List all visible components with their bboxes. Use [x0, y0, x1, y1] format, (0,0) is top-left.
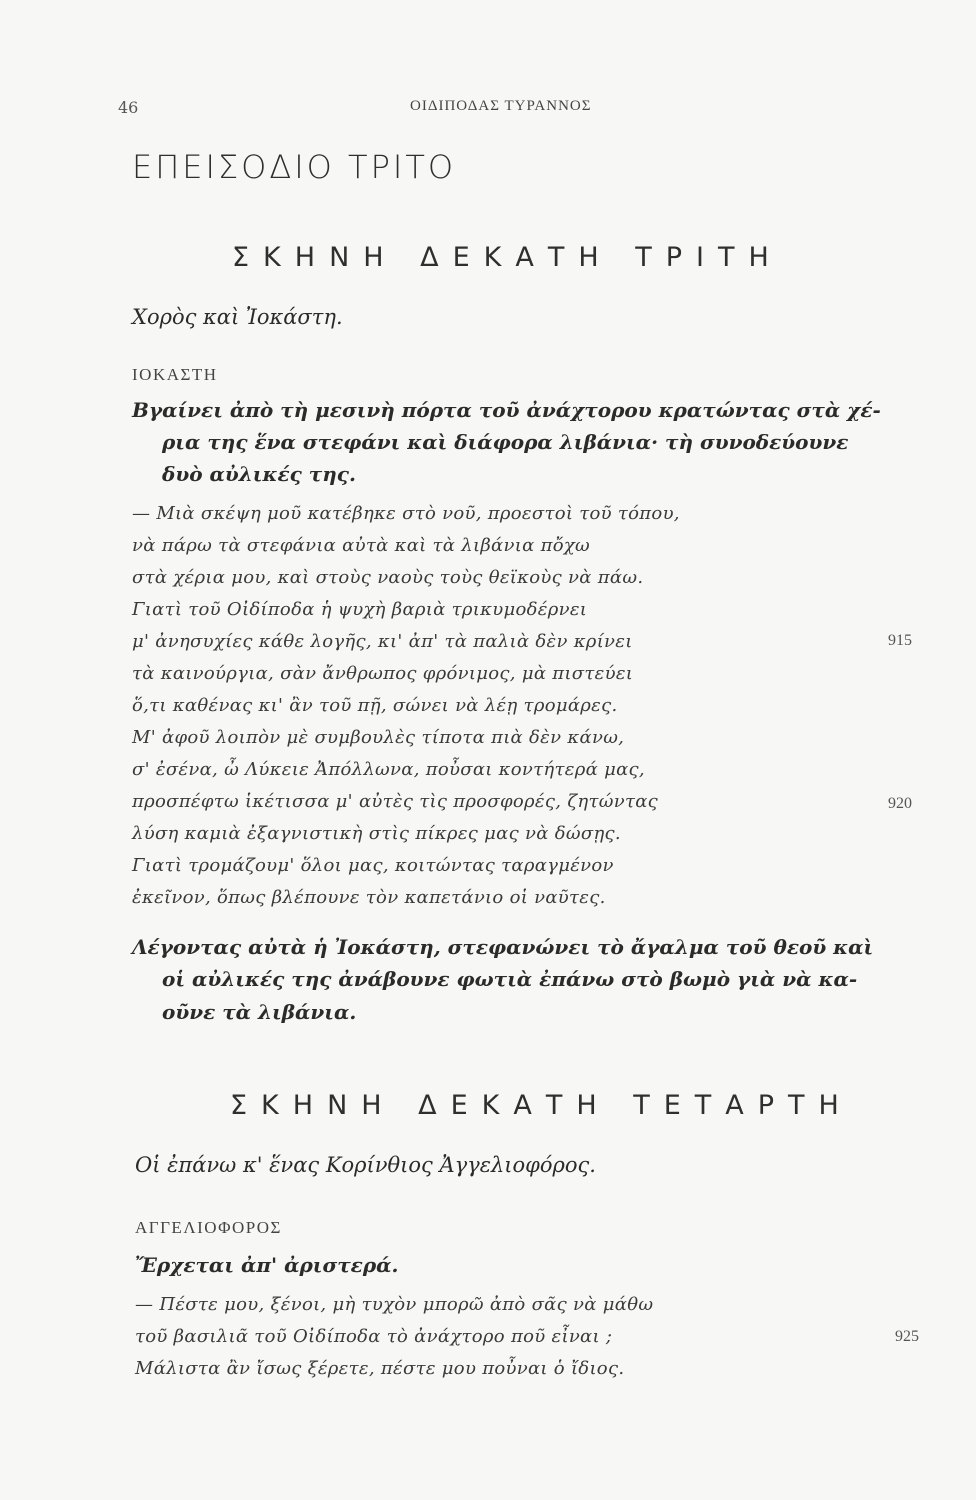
stage-direction-line: δυὸ αὐλικές της. — [162, 462, 356, 486]
verse-line: Μ' ἀφοῦ λοιπὸν μὲ συμβουλὲς τίποτα πιὰ δὲν κάνω, — [132, 727, 625, 748]
scene-13-characters: Χορὸς καὶ Ἰοκάστη. — [132, 305, 343, 329]
verse-line: Γιατὶ τρομάζουμ' ὅλοι μας, κοιτώντας ταραγμένον — [132, 855, 614, 876]
verse-line: στὰ χέρια μου, καὶ στοὺς ναοὺς τοὺς θεϊκοὺς νὰ πάω. — [132, 567, 644, 588]
speaker-iokasti: ΙΟΚΑΣΤΗ — [132, 365, 218, 384]
verse-line: προσπέφτω ἱκέτισσα μ' αὐτὲς τὶς προσφορές, ζητώντας — [132, 791, 659, 812]
closing-direction-line: οῦνε τὰ λιβάνια. — [162, 1000, 357, 1024]
verse-line: ἐκεῖνον, ὅπως βλέπουνε τὸν καπετάνιο οἱ ναῦτες. — [132, 887, 606, 908]
line-number: 915 — [888, 632, 912, 649]
verse-line: νὰ πάρω τὰ στεφάνια αὐτὰ καὶ τὰ λιβάνια πὄχω — [132, 535, 591, 556]
verse-line: λύση καμιὰ ἐξαγνιστικὴ στὶς πίκρες μας νὰ δώσῃς. — [132, 823, 621, 844]
verse-line: μ' ἀνησυχίες κάθε λογῆς, κι' ἀπ' τὰ παλιὰ δὲν κρίνει — [132, 631, 633, 652]
closing-direction-line: Λέγοντας αὐτὰ ἡ Ἰοκάστη, στεφανώνει τὸ ἄγαλμα τοῦ θεοῦ καὶ — [132, 935, 874, 959]
episode-title: ΕΠΕΙΣΟΔΙΟ ΤΡΙΤΟ — [132, 148, 457, 186]
page-number: 46 — [118, 98, 139, 117]
running-title: ΟΙΔΙΠΟΔΑΣ ΤΥΡΑΝΝΟΣ — [410, 98, 592, 114]
scene-14-characters: Οἱ ἐπάνω κ' ἕνας Κορίνθιος Ἀγγελιοφόρος. — [135, 1153, 596, 1177]
speaker-angelioforos: ΑΓΓΕΛΙΟΦΟΡΟΣ — [135, 1218, 282, 1237]
stage-direction-line: ρια της ἕνα στεφάνι καὶ διάφορα λιβάνια· τὴ συνοδεύουνε — [162, 430, 849, 454]
verse-line: — Πέστε μου, ξένοι, μὴ τυχὸν μπορῶ ἀπὸ σᾶς νὰ μάθω — [135, 1294, 654, 1315]
stage-direction: Ἔρχεται ἀπ' ἀριστερά. — [135, 1253, 399, 1277]
verse-line: σ' ἐσένα, ὦ Λύκειε Ἀπόλλωνα, ποὖσαι κοντήτερά μας, — [132, 759, 645, 780]
line-number: 925 — [895, 1328, 919, 1345]
stage-direction-line: Βγαίνει ἀπὸ τὴ μεσινὴ πόρτα τοῦ ἀνάχτορου κρατώντας στὰ χέ- — [132, 398, 881, 422]
scene-14-title: ΣΚΗΝΗ ΔΕΚΑΤΗ ΤΕΤΑΡΤΗ — [230, 1090, 853, 1121]
scene-13-title: ΣΚΗΝΗ ΔΕΚΑΤΗ ΤΡΙΤΗ — [232, 242, 783, 273]
verse-line: τὰ καινούργια, σὰν ἄνθρωπος φρόνιμος, μὰ πιστεύει — [132, 663, 634, 684]
verse-line: Γιατὶ τοῦ Οἰδίποδα ἡ ψυχὴ βαριὰ τρικυμοδέρνει — [132, 599, 588, 620]
closing-direction-line: οἱ αὐλικές της ἀνάβουνε φωτιὰ ἐπάνω στὸ βωμὸ γιὰ νὰ κα- — [162, 967, 858, 991]
verse-line: τοῦ βασιλιᾶ τοῦ Οἰδίποδα τὸ ἀνάχτορο ποῦ εἶναι ; — [135, 1326, 613, 1347]
line-number: 920 — [888, 795, 912, 812]
verse-line: — Μιὰ σκέψη μοῦ κατέβηκε στὸ νοῦ, προεστοὶ τοῦ τόπου, — [132, 503, 680, 524]
verse-line: Μάλιστα ἂν ἴσως ξέρετε, πέστε μου ποὖναι ὁ ἴδιος. — [135, 1358, 625, 1379]
verse-line: ὅ,τι καθένας κι' ἂν τοῦ πῇ, σώνει νὰ λέῃ τρομάρες. — [132, 695, 618, 716]
